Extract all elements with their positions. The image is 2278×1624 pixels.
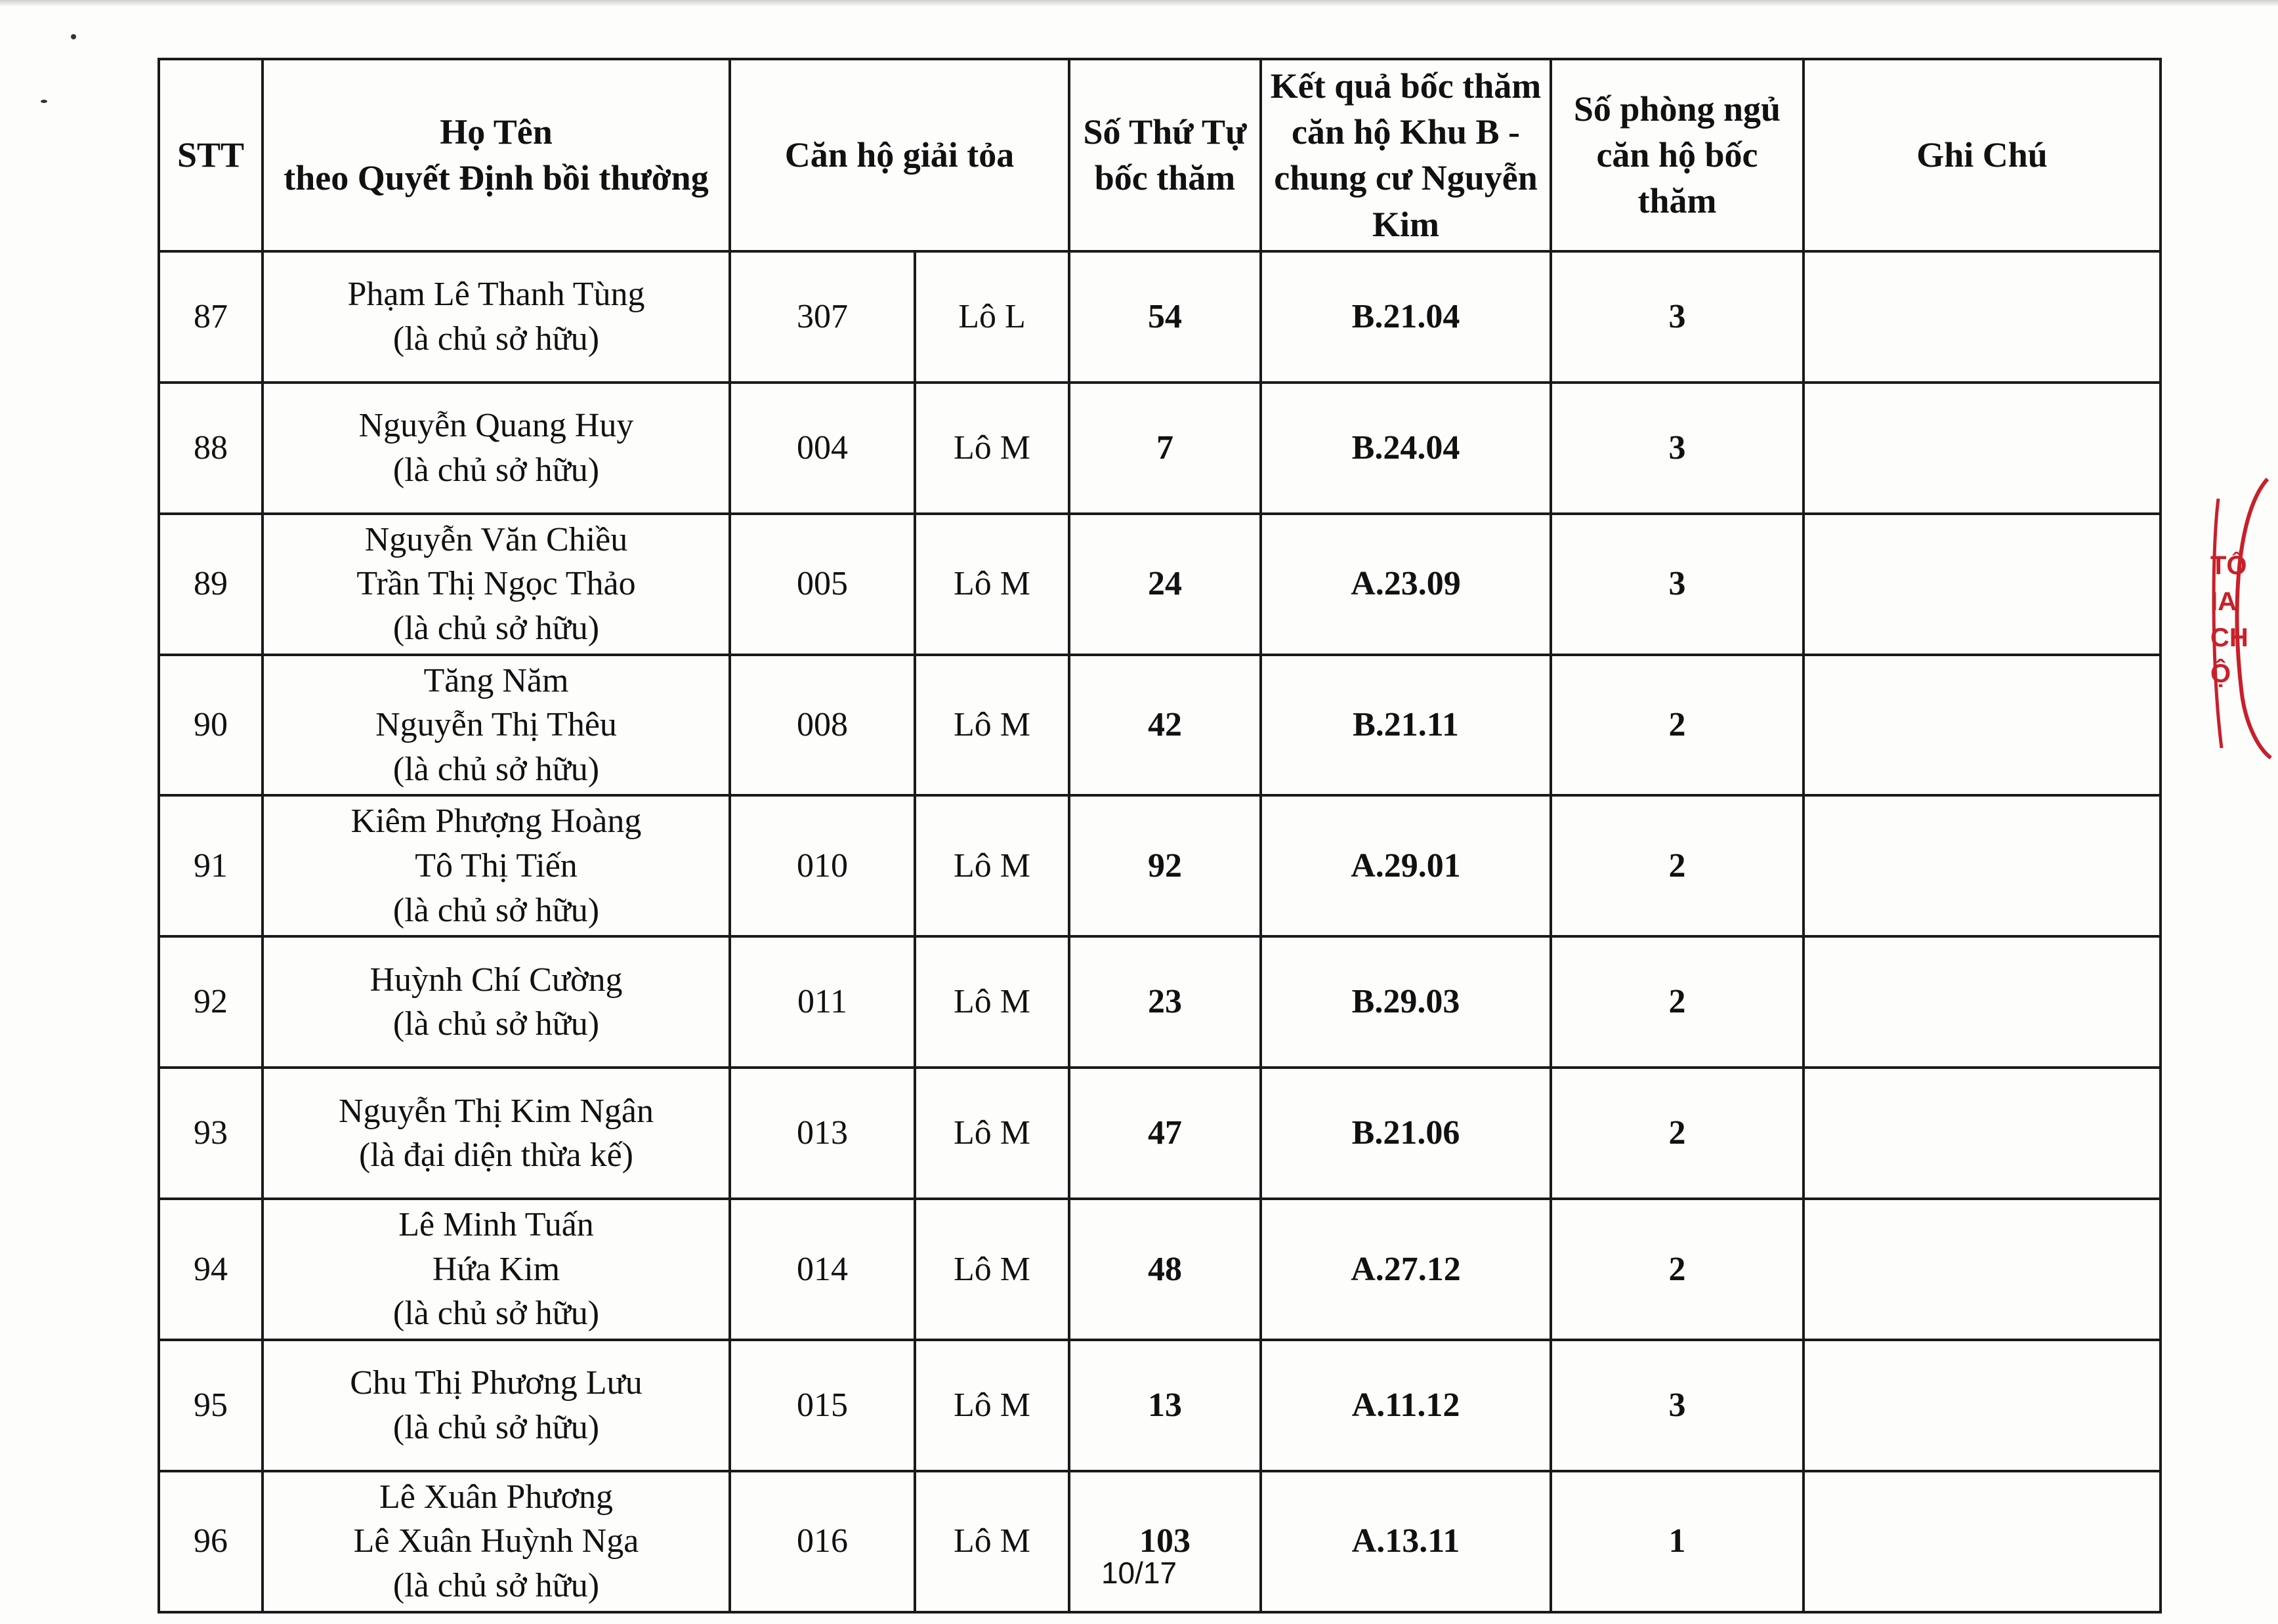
order-cell: 23 <box>1069 936 1261 1068</box>
header-name-line2: theo Quyết Định bồi thường <box>284 158 709 198</box>
scan-speck <box>71 34 76 39</box>
stamp-text: Ộ <box>2210 659 2231 688</box>
name-line: Lê Minh Tuấn <box>398 1206 594 1244</box>
bedrooms-cell: 2 <box>1551 795 1803 936</box>
name-line: (là chủ sở hữu) <box>392 1567 600 1605</box>
order-cell: 13 <box>1069 1340 1261 1471</box>
block-cell: Lô M <box>915 795 1069 936</box>
table-row <box>159 514 2161 655</box>
note-cell <box>1803 655 2161 796</box>
unit-cell: 005 <box>730 514 915 655</box>
result-cell: B.29.03 <box>1261 936 1551 1068</box>
name-line: Lê Xuân Phương <box>379 1478 614 1516</box>
result-cell: A.27.12 <box>1261 1199 1551 1340</box>
bedrooms-cell: 1 <box>1551 1471 1803 1612</box>
block-cell: Lô M <box>915 1068 1069 1199</box>
stamp-text: CH <box>2210 623 2248 652</box>
order-cell: 92 <box>1069 795 1261 936</box>
block-cell: Lô M <box>915 655 1069 796</box>
name-cell <box>263 1471 730 1612</box>
note-cell <box>1803 1340 2161 1471</box>
name-line: Lê Xuân Huỳnh Nga <box>353 1522 639 1560</box>
order-cell: 54 <box>1069 251 1261 383</box>
table-row <box>159 251 2161 383</box>
stt-cell: 91 <box>159 795 263 936</box>
table-body <box>159 251 2161 1612</box>
result-cell: A.11.12 <box>1261 1340 1551 1471</box>
stt-cell: 87 <box>159 251 263 383</box>
header-result: Kết quả bốc thăm căn hộ Khu B - chung cư Nguyễn Kim <box>1261 59 1551 251</box>
name-line: (là chủ sở hữu) <box>392 451 600 489</box>
result-cell: B.21.06 <box>1261 1068 1551 1199</box>
unit-cell: 307 <box>730 251 915 383</box>
stt-cell: 95 <box>159 1340 263 1471</box>
result-cell: A.23.09 <box>1261 514 1551 655</box>
table-row <box>159 1340 2161 1471</box>
note-cell <box>1803 795 2161 936</box>
unit-cell: 014 <box>730 1199 915 1340</box>
stt-cell: 93 <box>159 1068 263 1199</box>
bedrooms-cell: 3 <box>1551 1340 1803 1471</box>
name-line: (là chủ sở hữu) <box>392 609 600 647</box>
bedrooms-cell: 2 <box>1551 655 1803 796</box>
unit-cell: 016 <box>730 1471 915 1612</box>
bedrooms-cell: 2 <box>1551 1199 1803 1340</box>
note-cell <box>1803 514 2161 655</box>
header-name-line1: Họ Tên <box>440 112 553 152</box>
unit-cell: 015 <box>730 1340 915 1471</box>
order-cell: 42 <box>1069 655 1261 796</box>
name-line: Chu Thị Phương Lưu <box>350 1364 643 1402</box>
name-line: Nguyễn Thị Thêu <box>375 706 617 744</box>
table-row <box>159 795 2161 936</box>
block-cell: Lô M <box>915 1471 1069 1612</box>
stt-cell: 94 <box>159 1199 263 1340</box>
seal-ring-fragment <box>2205 472 2278 761</box>
note-cell <box>1803 1199 2161 1340</box>
result-cell: B.21.11 <box>1261 655 1551 796</box>
block-cell: Lô M <box>915 383 1069 514</box>
bedrooms-cell: 2 <box>1551 936 1803 1068</box>
stt-cell: 90 <box>159 655 263 796</box>
name-line: Nguyễn Văn Chiều <box>364 520 628 558</box>
order-cell: 24 <box>1069 514 1261 655</box>
bedrooms-cell: 3 <box>1551 514 1803 655</box>
table-row <box>159 936 2161 1068</box>
name-cell <box>263 1199 730 1340</box>
block-cell: Lô M <box>915 936 1069 1068</box>
name-cell <box>263 936 730 1068</box>
unit-cell: 010 <box>730 795 915 936</box>
name-line: (là chủ sở hữu) <box>392 750 600 788</box>
name-cell <box>263 251 730 383</box>
bedrooms-cell: 2 <box>1551 1068 1803 1199</box>
result-cell: B.24.04 <box>1261 383 1551 514</box>
name-line: Tô Thị Tiến <box>415 846 578 885</box>
note-cell <box>1803 1471 2161 1612</box>
stt-cell: 92 <box>159 936 263 1068</box>
header-order: Số Thứ Tự bốc thăm <box>1069 59 1261 251</box>
unit-cell: 011 <box>730 936 915 1068</box>
unit-cell: 004 <box>730 383 915 514</box>
page-number: 10/17 <box>1101 1556 1177 1590</box>
block-cell: Lô M <box>915 1340 1069 1471</box>
header-row <box>159 59 2161 251</box>
stt-cell: 96 <box>159 1471 263 1612</box>
name-line: Hứa Kim <box>432 1250 560 1288</box>
result-cell: B.21.04 <box>1261 251 1551 383</box>
note-cell <box>1803 936 2161 1068</box>
header-name <box>263 59 730 251</box>
name-cell <box>263 655 730 796</box>
name-cell <box>263 1068 730 1199</box>
scan-edge-top <box>0 0 2278 7</box>
name-cell <box>263 383 730 514</box>
result-cell: A.13.11 <box>1261 1471 1551 1612</box>
unit-cell: 013 <box>730 1068 915 1199</box>
name-line: (là chủ sở hữu) <box>392 891 600 929</box>
block-cell: Lô M <box>915 514 1069 655</box>
table-row <box>159 655 2161 796</box>
name-line: (là đại diện thừa kế) <box>358 1136 633 1175</box>
note-cell <box>1803 251 2161 383</box>
table-row <box>159 383 2161 514</box>
name-line: (là chủ sở hữu) <box>392 1005 600 1043</box>
stt-cell: 89 <box>159 514 263 655</box>
name-line: Kiêm Phượng Hoàng <box>350 802 642 841</box>
name-line: Huỳnh Chí Cường <box>369 961 623 999</box>
stamp-text: TỔ <box>2210 551 2247 580</box>
name-line: Tăng Năm <box>423 661 569 699</box>
order-cell: 7 <box>1069 383 1261 514</box>
table-row <box>159 1471 2161 1612</box>
bedrooms-cell: 3 <box>1551 383 1803 514</box>
lottery-results-table <box>158 58 2162 1614</box>
name-line: Nguyễn Quang Huy <box>358 407 634 445</box>
name-line: Nguyễn Thị Kim Ngân <box>339 1092 654 1130</box>
order-cell: 47 <box>1069 1068 1261 1199</box>
stt-cell: 88 <box>159 383 263 514</box>
name-line: (là chủ sở hữu) <box>392 1408 600 1446</box>
table-row <box>159 1199 2161 1340</box>
name-cell <box>263 514 730 655</box>
name-line: (là chủ sở hữu) <box>392 1295 600 1333</box>
block-cell: Lô M <box>915 1199 1069 1340</box>
order-cell: 103 <box>1069 1471 1261 1612</box>
stamp-text: IA <box>2210 587 2237 616</box>
name-cell <box>263 795 730 936</box>
header-bedrooms: Số phòng ngủ căn hộ bốc thăm <box>1551 59 1803 251</box>
unit-cell: 008 <box>730 655 915 796</box>
header-note: Ghi Chú <box>1803 59 2161 251</box>
order-cell: 48 <box>1069 1199 1261 1340</box>
scan-speck <box>41 100 47 103</box>
header-apartment: Căn hộ giải tỏa <box>730 59 1069 251</box>
name-line: (là chủ sở hữu) <box>392 320 600 358</box>
name-line: Phạm Lê Thanh Tùng <box>347 276 645 314</box>
result-cell: A.29.01 <box>1261 795 1551 936</box>
note-cell <box>1803 1068 2161 1199</box>
name-cell <box>263 1340 730 1471</box>
note-cell <box>1803 383 2161 514</box>
table-row <box>159 1068 2161 1199</box>
red-seal-stamp <box>2205 472 2278 761</box>
bedrooms-cell: 3 <box>1551 251 1803 383</box>
header-stt: STT <box>159 59 263 251</box>
block-cell: Lô L <box>915 251 1069 383</box>
name-line: Trần Thị Ngọc Thảo <box>356 565 636 603</box>
